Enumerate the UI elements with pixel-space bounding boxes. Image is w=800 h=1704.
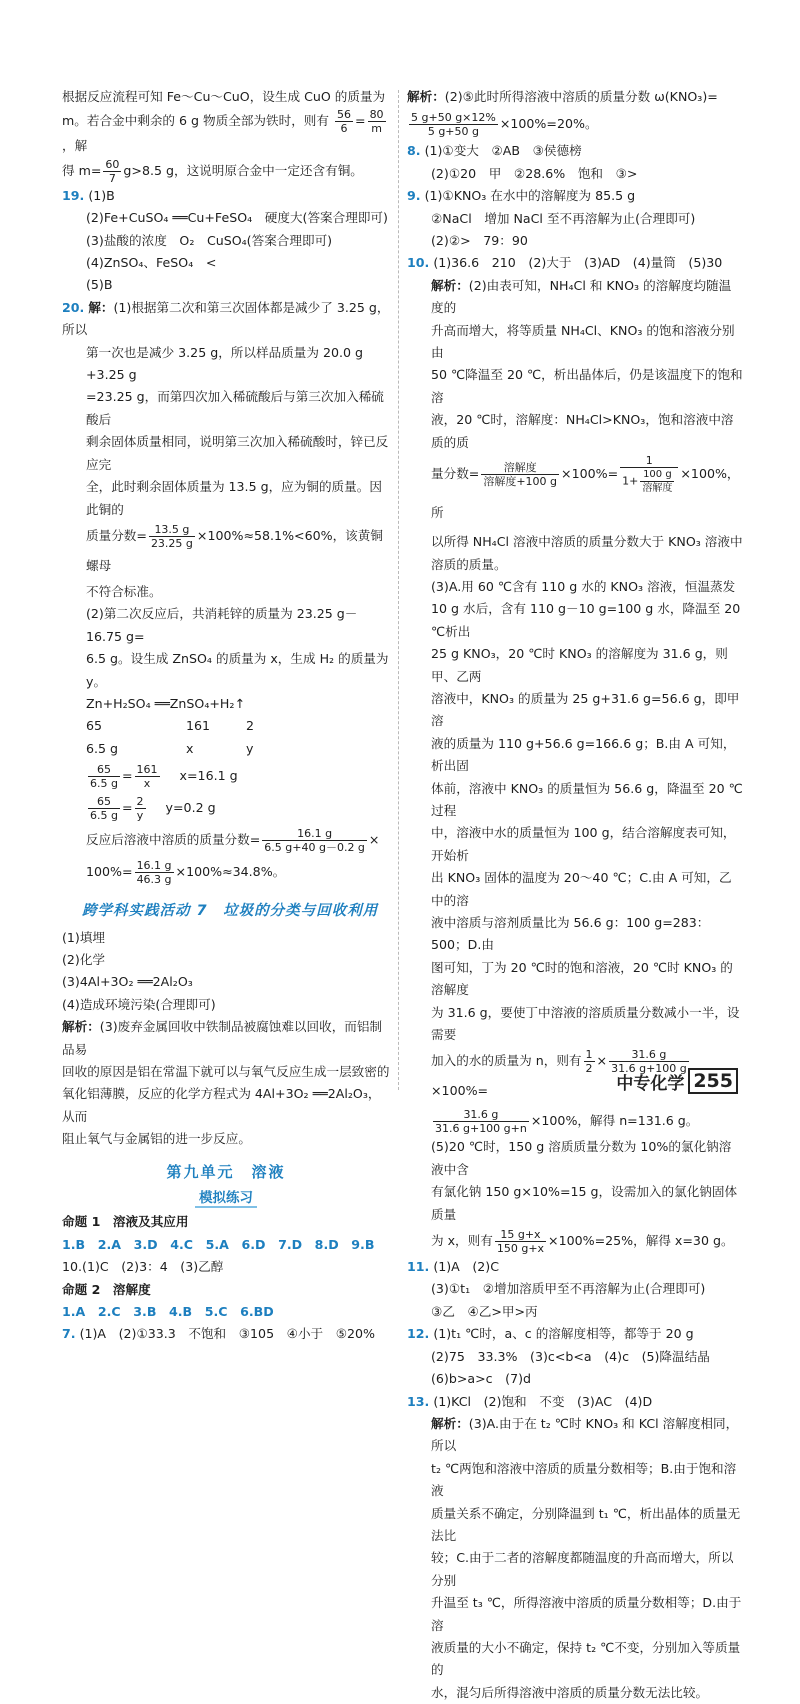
intro-line: 根据反应流程可知 Fe～Cu～CuO，设生成 CuO 的质量为 [62, 86, 390, 108]
question-11: 11. (1)A (2)C (3)①t₁ ②增加溶质甲至不再溶解为止(合理即可) ③乙 ④乙>甲>丙 [407, 1256, 743, 1323]
page-footer [616, 1068, 738, 1094]
answer-row: 1.B 2.A 3.D 4.C 5.A 6.D 7.D 8.D 9.B [62, 1234, 390, 1256]
fraction: 1 1+ $\frac{100 g}{\text{溶解度}}$ [620, 454, 678, 495]
answer-row: 7. (1)A (2)①33.3 不饱和 ③105 ④小于 ⑤20% [62, 1323, 390, 1345]
activity-answers: (1)填埋 (2)化学 (3)4Al+3O₂ ══2Al₂O₃ (4)造成环境污染(合理即可) 解析：(3)废弃金属回收中铁制品被腐蚀难以回收，而铝制品易 回收的原因是铝在常温下就可以与氧气反应生成一层致密的 氧化铝薄膜，反应的化学方程式为 4Al+3O₂ ══2Al₂O₃，从而 阻止氧气与金属铝的进一步反应。 [62, 927, 390, 1151]
topic-heading: 命题 1 溶液及其应用 [62, 1211, 390, 1233]
answer-row: 1.A 2.C 3.B 4.B 5.C 6.BD [62, 1301, 390, 1323]
answer-row: 10.(1)C (2)3：4 (3)乙醇 [62, 1256, 390, 1278]
fraction: $\frac{5 g+50 g\times 12\%}{5 g+50 g}$ [409, 111, 498, 138]
fraction: $\frac{15 g+x}{150 g+x}$ [495, 1228, 546, 1255]
fraction: $\frac{161}{x}$ [135, 763, 160, 790]
question-13: 13. (1)KCl (2)饱和 不变 (3)AC (4)D 解析：(3)A.由于在 t₂ ℃时 KNO₃ 和 KCl 溶解度相同，所以 t₂ ℃两饱和溶液中溶质的质量分数相等；B.由于饱和溶液 质量关系不确定，分别降温到 t₁ ℃，析出晶体的质量无法比 较；C.由于二者的溶解度都随温度的升高而增大，所以分别 升温至 t₃ ℃，所得溶液中溶质的质量分数相等；D.由于溶 液质量的大小不确定，保持 t₂ ℃不变，分别加入等质量的 水，混匀后所得溶液中溶质的质量分数无法比较。 [407, 1391, 743, 1704]
activity-title: 跨学科实践活动 7 垃圾的分类与回收利用 [82, 900, 390, 922]
question-19: 19. (1)B (2)Fe+CuSO₄ ══Cu+FeSO₄ 硬度大(答案合理即可) (3)盐酸的浓度 O₂ CuSO₄(答案合理即可) (4)ZnSO₄、FeSO₄ < (5)B [62, 185, 390, 297]
question-number: 20. [62, 300, 84, 315]
chemical-equation: Zn+H₂SO₄ ══ZnSO₄+H₂↑ [62, 693, 390, 715]
fraction: $\frac{56}{6}$ [335, 108, 353, 135]
footer-label: 中专化学 [616, 1069, 684, 1094]
fraction: $\frac{16.1 g}{6.5 g+40 g-0.2 g}$ [262, 827, 367, 854]
question-8: 8. (1)①变大 ②AB ③侯德榜 (2)①20 甲 ②28.6% 饱和 ③> [407, 140, 743, 185]
fraction: $\frac{13.5 g}{23.25 g}$ [149, 523, 195, 550]
question-number: 19. [62, 188, 84, 203]
fraction: $\frac{\text{溶解度}}{\text{溶解度+100 g}}$ [481, 461, 559, 488]
question-20: 20. 解：(1)根据第二次和第三次固体都是减少了 3.25 g，所以 第一次也是减少 3.25 g，所以样品质量为 20.0 g +3.25 g =23.25 g，而第四次加入稀硫酸后与第三次加入稀硫酸后 剩余固体质量相同，说明第三次加入稀硫酸时，锌已反应完 全，此时剩余固体质量为 13.5 g，应为铜的质量。因此铜的 质量分数= $\frac{13.5 g}{23.25 g}$ ×100%≈58.1%<60%，该黄铜螺母 不符合标准。 (2)第二次反应后，共消耗锌的质量为 23.25 g－16.75 g= 6.5 g。设生成 ZnSO₄ 的质量为 x，生成 H₂ 的质量为 y。 Zn+H₂SO₄ ══ZnSO₄+H₂↑ 65 161 2 6.5 g x y $\frac{65}{6.5 g}$ = $\frac{161}{x}$ x=16.1 g $\frac{65}{6.5 g}$ = $\frac{2}{y}$ y=0.2 g 反应后溶液中溶质的质量分数= $\frac{16.1 g}{6.5 g+40 g-0.2 g}$ × 100%= $\frac{16.1 g}{46.3 g}$ ×100%≈34.8%。 [62, 297, 390, 888]
question-12: 12. (1)t₁ ℃时，a、c 的溶解度相等，都等于 20 g (2)75 33.3% (3)c<b<a (4)c (5)降温结晶 (6)b>a>c (7)d [407, 1323, 743, 1390]
unit-title: 第九单元 溶液 [62, 1161, 390, 1183]
question-10: 10. (1)36.6 210 (2)大于 (3)AD (4)量筒 (5)30 解析：(2)由表可知，NH₄Cl 和 KNO₃ 的溶解度均随温度的 升高而增大，将等质量 NH₄Cl、KNO₃ 的饱和溶液分别由 50 ℃降温至 20 ℃，析出晶体后，仍是该温度下的饱和溶 液，20 ℃时，溶解度：NH₄Cl>KNO₃，饱和溶液中溶质的质 量分数= $\frac{\text{溶解度}}{\text{溶解度+100 g}}$ ×100%= 1 1+ $\frac{100 g}{\text{溶解度}}$ ×100%，所 以所得 NH₄Cl 溶液中溶质的质量分数大于 KNO₃ 溶液中 溶质的质量。 (3)A.用 60 ℃含有 110 g 水的 KNO₃ 溶液，恒温蒸发 10 g 水后，含有 110 g－10 g=100 g 水，降温至 20 ℃析出 25 g KNO₃，20 ℃时 KNO₃ 的溶解度为 31.6 g，则甲、乙两 溶液中，KNO₃ 的质量为 25 g+31.6 g=56.6 g，即甲溶 液的质量为 110 g+56.6 g=166.6 g；B.由 A 可知，析出固 体前，溶液中 KNO₃ 的质量恒为 56.6 g，降温至 20 ℃过程 中，溶液中水的质量恒为 100 g，结合溶解度表可知，开始析 出 KNO₃ 固体的温度为 20～40 ℃；C.由 A 可知，乙中的溶 液中溶质与溶剂质量比为 56.6 g：100 g=283：500；D.由 图可知，丁为 20 ℃时的饱和溶液，20 ℃时 KNO₃ 的溶解度 为 31.6 g，要使丁中溶液的溶质质量分数减小一半，设需要 加入的水的质量为 n，则有 $\frac{1}{2}$ × $\frac{31.6 g}{31.6 g+100 g}$ ×100%= $\frac{31.6 g}{31.6 g+100 g+n}$ ×100%，解得 n=131.6 g。 (5)20 ℃时，150 g 溶质质量分数为 10%的氯化钠溶液中含 有氯化钠 150 g×10%=15 g，设需加入的氯化钠固体质量 为 x，则有 $\frac{15 g+x}{150 g+x}$ ×100%=25%，解得 x=30 g。 [407, 252, 743, 1256]
column-divider [398, 90, 399, 1090]
topic-heading: 命题 2 溶解度 [62, 1279, 390, 1301]
question-9: 9. (1)①KNO₃ 在水中的溶解度为 85.5 g ②NaCl 增加 NaCl 至不再溶解为止(合理即可) (2)②> 79：90 [407, 185, 743, 252]
fraction: $\frac{1}{2}$ [584, 1048, 595, 1075]
sub-title: 模拟练习 [62, 1187, 390, 1209]
fraction: $\frac{2}{y}$ [135, 795, 146, 822]
left-column [62, 86, 390, 1346]
fraction: $\frac{16.1 g}{46.3 g}$ [135, 859, 174, 886]
fraction: $\frac{31.6 g}{31.6 g+100 g}$ [609, 1048, 689, 1075]
right-column: 解析：(2)⑤此时所得溶液中溶质的质量分数 ω(KNO₃)= $\frac{5 g+50 g\times 12\%}{5 g+50 g}$ ×100%=20%。 8. (1)①变大 ②AB ③侯德榜 (2)①20 甲 ②28.6% 饱和 ③> 9. (1)①KNO₃ 在水中的溶解度为 85.5 g ②NaCl 增加 NaCl 至不再溶解为止(合理即可) (2)②> 79：90 10. (1)36.6 210 (2)大于 (3)AD (4)量筒 (5)30 解析：(2)由表可知，NH₄Cl 和 KNO₃ 的溶解度均随温度的 升高而增大，将等质量 NH₄Cl、KNO₃ 的饱和溶液分别由 50 ℃降温至 20 ℃，析出晶体后，仍是该温度下的饱和溶 液，20 ℃时，溶解度：NH₄Cl>KNO₃，饱和溶液中溶质的质 量分数= $\frac{\text{溶解度}}{\text{溶解度+100 g}}$ ×100%= 1 1+ $\frac{100 g}{\text{溶解度}}$ ×100%，所 以所得 NH₄Cl 溶液中溶质的质量分数大于 KNO₃ 溶液中 溶质的质量。 (3)A.用 60 ℃含有 110 g 水的 KNO₃ 溶液，恒温蒸发 10 g 水后，含有 110 g－10 g=100 g 水，降温至 20 ℃析出 25 g KNO₃，20 ℃时 KNO₃ 的溶解度为 31.6 g，则甲、乙两 溶液中，KNO₃ 的质量为 25 g+31.6 g=56.6 g，即甲溶 液的质量为 110 g+56.6 g=166.6 g；B.由 A 可知，析出固 体前，溶液中 KNO₃ 的质量恒为 56.6 g，降温至 20 ℃过程 中，溶液中水的质量恒为 100 g，结合溶解度表可知，开始析 出 KNO₃ 固体的温度为 20～40 ℃；C.由 A 可知，乙中的溶 液中溶质与溶剂质量比为 56.6 g：100 g=283：500；D.由 图可知，丁为 20 ℃时的饱和溶液，20 ℃时 KNO₃ 的溶解度 为 31.6 g，要使丁中溶液的溶质质量分数减小一半，设需要 加入的水的质量为 n，则有 $\frac{1}{2}$ × $\frac{31.6 g}{31.6 g+100 g}$ ×100%= $\frac{31.6 g}{31.6 g+100 g+n}$ ×100%，解得 n=131.6 g。 (5)20 ℃时，150 g 溶质质量分数为 10%的氯化钠溶液中含 有氯化钠 150 g×10%=15 g，设需加入的氯化钠固体质量 为 x，则有 $\frac{15 g+x}{150 g+x}$ ×100%=25%，解得 x=30 g。 11. (1)A (2)C (3)①t₁ ②增加溶质甲至不再溶解为止(合理即可) ③乙 ④乙>甲>丙 12. (1)t₁ ℃时，a、c 的溶解度相等，都等于 20 g (2)75 33.3% (3)c<b<a (4)c (5)降温结晶 (6)b>a>c (7)d 13. (1)KCl (2)饱和 不变 (3)AC (4)D 解析：(3)A.由于在 t₂ ℃时 KNO₃ 和 KCl 溶解度相同，所以 t₂ ℃两饱和溶液中溶质的质量分数相等；B.由于饱和溶液 质量关系不确定，分别降温到 t₁ ℃，析出晶体的质量无法比 较；C.由于二者的溶解度都随温度的升高而增大，所以分别 升温至 t₃ ℃，所得溶液中溶质的质量分数相等；D.由于溶 液质量的大小不确定，保持 t₂ ℃不变，分别加入等质量的 水，混匀后所得溶液中溶质的质量分数无法比较。 [407, 86, 743, 1704]
fraction: $\frac{65}{6.5 g}$ [88, 795, 120, 822]
intro-line: m。若合金中剩余的 6 g 物质全部为铁时，则有 $\frac{56}{6}$ = $\frac{80}{m}$ ，解 [62, 108, 390, 157]
fraction: $\frac{65}{6.5 g}$ [88, 763, 120, 790]
fraction: $\frac{60}{7}$ [103, 158, 121, 185]
fraction: $\frac{31.6 g}{31.6 g+100 g+n}$ [433, 1108, 529, 1135]
intro-line: 得 m= $\frac{60}{7}$ g>8.5 g，这说明原合金中一定还含有铜。 [62, 158, 390, 185]
fraction: $\frac{80}{m}$ [368, 108, 386, 135]
page-number: 255 [688, 1068, 738, 1094]
